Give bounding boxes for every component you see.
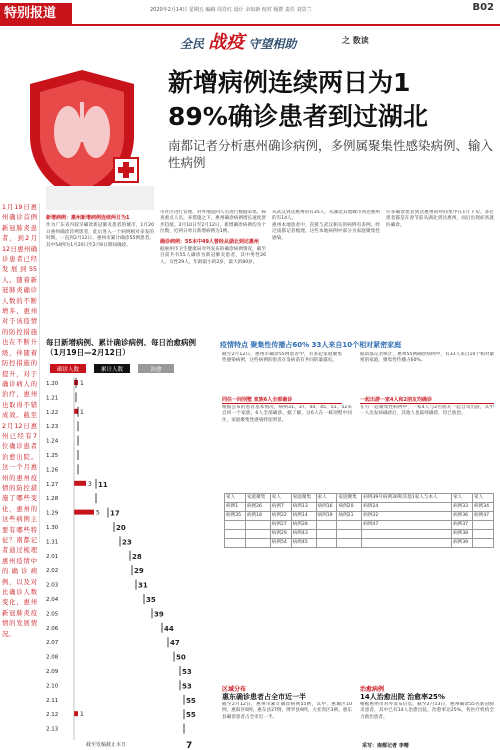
table-cell: 病例24: [362, 503, 452, 512]
table-cell: 病例29: [270, 530, 291, 539]
table-cell: [316, 539, 337, 548]
cluster-subhead-1: 同住一间别墅 家族6人全部确诊: [222, 396, 342, 404]
table-cell: 病例33: [452, 503, 473, 512]
body-text: 惠州本地患者中，直接与武汉相关的病例有多例。经过南都记者梳理，这些本地病例中部分为家庭聚集性感染。: [272, 222, 380, 241]
table-cell: 病例26: [245, 503, 270, 512]
headline-line2: 89%确诊患者到过湖北: [168, 102, 428, 131]
intro-text: 1月19日惠州确诊首例新冠肺炎患者，到2月12日惠州确诊患者已经发展到55人。随着新冠肺炎确诊人数的不断增多，惠州对于该疫情的防控措施也在不断升级，伴随着防控措施的提升，对于确诊病人的治疗，惠州也取得不错成效。截至2月12日惠州已经有7位确诊患者治愈出院。这一个月惠州的惠州疫情的防控措施了哪些变化，惠州的这些病例主要有哪些特征？南都记者通过梳理惠州疫情中的确诊病例，以及对比确诊人数变化，惠州新冠肺炎疫情的发展情况。: [2, 204, 37, 638]
chart-title: 每日新增病例、累计确诊病例、每日治愈病例（1月19日—2月12日）: [46, 338, 196, 357]
table-cell: 病例16: [316, 503, 337, 512]
table-cell: [473, 530, 494, 539]
total-label: 47: [170, 639, 180, 648]
headline: [168, 66, 493, 134]
date-tick: 2.03: [46, 582, 59, 589]
total-label: 55: [186, 711, 196, 720]
table-cell: 病例13: [291, 503, 316, 512]
table-row: [225, 503, 494, 512]
table-cell: [225, 530, 246, 539]
table-header-cell: 家庭聚集: [291, 494, 316, 503]
new-case-label: 1: [80, 380, 84, 387]
date-tick: 2.12: [46, 712, 59, 719]
table-cell: 病例32: [362, 512, 452, 521]
total-label: 31: [138, 581, 148, 590]
total-label: 17: [110, 509, 120, 518]
date-tick: 1.26: [46, 467, 59, 474]
table-cell: 病例54: [270, 539, 291, 548]
date-tick: 1.30: [46, 525, 59, 531]
total-label: 23: [122, 538, 132, 547]
date-tick: 2.06: [46, 625, 59, 632]
table-header-cell: 病例39号病例30和其他1家人与本人: [362, 494, 452, 503]
date-tick: 1.31: [46, 539, 59, 546]
date-tick: 1.25: [46, 453, 59, 459]
legend-label: 确诊人数: [56, 367, 80, 373]
chart-footer: 截至发稿截止本日: [86, 742, 127, 748]
total-label: 28: [132, 552, 142, 561]
table-header-cell: 家人: [452, 494, 473, 503]
body-column-a: [46, 212, 154, 332]
body-text: 许多确诊患者到达惠州的时间集中在1月下旬。多位患者都是在春节前从湖北到达惠州，而后出现症状就医确诊。: [386, 210, 494, 228]
table-row: [225, 521, 494, 530]
date-tick: 1.24: [46, 438, 59, 445]
table-cell: 病例7: [270, 503, 291, 512]
banner-subtitle: 之 数读: [342, 36, 369, 45]
table-cell: 病例45: [291, 539, 316, 548]
table-cell: 病例27: [270, 521, 291, 530]
table-cell: 病例36: [452, 512, 473, 521]
cluster-text-2: 据南都记者统计，惠州55例确诊病例中，有33人来自10个相对紧密的家庭，聚集性传播占60%。: [360, 352, 494, 364]
table-cell: 病例47: [362, 521, 452, 530]
region-headline: 惠东确诊患者占全市近一半: [222, 693, 306, 701]
date-tick: 1.22: [46, 409, 59, 416]
new-case-label: 5: [96, 509, 100, 517]
page-number: B02: [472, 2, 494, 13]
table-cell: 病例18: [245, 512, 270, 521]
table-cell: [337, 530, 362, 539]
cluster-text-4: 在另一起聚集性病例中，一家4人与2名朋友一起自驾出游，其中一人先发病确诊后，其他人也陆续确诊，均已收治。: [360, 405, 494, 417]
table-cell: 病例21: [337, 512, 362, 521]
table-cell: 病例47: [473, 512, 494, 521]
new-case-bar: [74, 481, 86, 486]
section-subhead: 新增病例：惠州新增病例连续两日为1: [46, 215, 130, 221]
table-cell: 病例28: [291, 521, 316, 530]
table-header-cell: 家人: [270, 494, 291, 503]
date-tick: 2.08: [46, 654, 59, 661]
daily-cases-chart: [42, 362, 206, 750]
table-row: [225, 539, 494, 548]
new-case-label: 1: [80, 711, 84, 719]
table-cell: 病例38: [452, 530, 473, 539]
intro-column: [0, 203, 40, 638]
total-label: 35: [146, 596, 156, 604]
cluster-text-3: 根据公布的患者基本情况，病例31、37、44、45、51、52来自同一个家族，6人全部确诊。据了解，这6人在一栋别墅中同住，家庭聚集性感染特征明显。: [222, 405, 352, 423]
body-column-d: [386, 210, 494, 335]
total-label: 20: [116, 524, 126, 532]
table-cell: 病例20: [337, 503, 362, 512]
table-row: [225, 530, 494, 539]
date-tick: 1.28: [46, 496, 59, 503]
table-cell: [362, 539, 452, 548]
table-cell: [225, 521, 246, 530]
table-header-cell: 家人: [316, 494, 337, 503]
total-label: 39: [154, 610, 164, 619]
body-text: 据惠州市卫生健康局对外发布的确诊病例情况，截至目前共有55人确诊为新冠肺炎患者，其中男性26人，女性29人，年龄最小的2岁，最大的80岁。: [160, 247, 266, 265]
total-label: 29: [134, 567, 144, 576]
table-header-row: [225, 494, 494, 503]
date-tick: 2.05: [46, 611, 59, 618]
family-cluster-table: [224, 493, 494, 548]
body-column-c: [272, 210, 380, 335]
subheadline: 南都记者分析惠州确诊病例，多例属聚集性感染病例、输入性病例: [168, 138, 494, 170]
photo-placeholder: [46, 186, 154, 210]
table-cell: [245, 539, 270, 548]
banner-mid: 战疫: [208, 32, 245, 53]
date-tick: 2.10: [46, 683, 59, 690]
table-row: [225, 512, 494, 521]
date-tick: 2.04: [46, 597, 59, 603]
cluster-text-1: 截至2月12日，惠州市确诊55例患者中，有多起家庭聚集性感染病例，这些病例的患者在发病前有共同的暴露史。: [222, 352, 342, 364]
date-tick: 1.27: [46, 481, 59, 488]
table-cell: [245, 530, 270, 539]
table-cell: 病例19: [316, 512, 337, 521]
cluster-headline: 疫情特点 聚集性传播占60% 33人来自10个相对紧密家庭: [220, 341, 402, 349]
banner-left: 全民: [180, 37, 205, 51]
date-tick: 2.01: [46, 553, 59, 560]
hero-illustration: [0, 58, 150, 203]
date-tick: 2.13: [46, 726, 59, 733]
new-case-bar: [74, 510, 94, 515]
recovery-headline: 14人治愈出院 治愈率25%: [360, 693, 445, 701]
total-label: 44: [164, 624, 174, 633]
date-tick: 2.09: [46, 669, 59, 675]
table-header-cell: 家人: [473, 494, 494, 503]
table-cell: [245, 521, 270, 530]
table-cell: [362, 530, 452, 539]
table-cell: [337, 521, 362, 530]
table-cell: 病例34: [473, 503, 494, 512]
page-header: [0, 0, 500, 58]
total-label: 50: [176, 653, 186, 662]
new-case-bar: [74, 409, 78, 414]
table-cell: 病例37: [452, 521, 473, 530]
section-subhead: 确诊病例：55本中49人曾经从湖北到达惠州: [160, 238, 259, 245]
banner-right: 守望相助: [248, 37, 297, 51]
body-text: 市社区进行管理，对外地返回人员进行数据采集、筛查重点人员。多措施之下，惠州确诊病例增长速度逐步趋缓。2月10日至2月12日，新增确诊病例均为个位数，近两日单日新增病例为1例。: [160, 210, 266, 235]
new-case-label: 3: [88, 480, 92, 488]
table-cell: [225, 539, 246, 548]
date-tick: 1.29: [46, 510, 59, 517]
date-tick: 2.11: [46, 697, 59, 704]
table-cell: 病例22: [270, 512, 291, 521]
date-tick: 2.07: [46, 640, 59, 647]
table-header-cell: 家庭聚集: [337, 494, 362, 503]
table-cell: 病例1: [225, 503, 246, 512]
legend-label: 治愈: [150, 367, 162, 373]
table-cell: [316, 521, 337, 530]
body-column-b: [160, 210, 266, 335]
total-label: 55: [186, 696, 196, 705]
table-cell: [473, 539, 494, 548]
table-cell: 病例14: [291, 512, 316, 521]
shield-icon: [22, 66, 142, 206]
body-text: 作为广东省内较早确诊新冠肺炎患者的城市，1月20日惠州确诊首例患者，此后进入一个病例相对多发的时期。一直到2月12日，惠州市累计确诊55例患者，其中54例为1月20日至2月6日期间确诊。: [46, 223, 154, 248]
table-cell: 病例35: [225, 512, 246, 521]
headline-line1: 新增病例连续两日为1: [168, 68, 411, 97]
recovery-text: 根据惠州市对外发布信息，截至2月13日，惠州确诊55名新冠肺炎患者，其中已有14人治愈出院，治愈率达25%。各医疗机构全力救治患者。: [360, 702, 494, 720]
date-tick: 1.23: [46, 424, 59, 431]
table-cell: [316, 530, 337, 539]
date-tick: 1.21: [46, 395, 59, 402]
cluster-subhead-2: 一起出游一家4人和2朋友均确诊: [360, 396, 494, 404]
byline: 采写：南都记者 李晴: [362, 743, 409, 749]
table-cell: 病例43: [291, 530, 316, 539]
issue-info: 2020年2月14日 星期五 编辑 周肖红 设计 余如新 校对 杨群 责任 刘景兰: [150, 7, 312, 13]
table-header-cell: 家庭聚集: [245, 494, 270, 503]
region-text: 截至2月12日，惠州市累计确诊病例55例，其中，惠城区10例，惠阳区6例，惠东县27例，博罗县9例，大亚湾区3例。惠东县确诊患者占全市近一半。: [222, 702, 352, 720]
section-tab: 特别报道: [0, 3, 72, 25]
total-label: 53: [182, 682, 192, 691]
header-rule: [0, 24, 500, 26]
table-cell: 病例39: [452, 539, 473, 548]
total-label: 11: [98, 480, 108, 489]
table-cell: [337, 539, 362, 548]
body-text: 从武汉到达惠州的有35人，从湖北其他城市到达惠州的有14人。: [272, 210, 380, 222]
total-label: 53: [182, 668, 192, 676]
table-cell: [473, 521, 494, 530]
date-tick: 1.20: [46, 381, 59, 387]
region-label: 区域分布: [222, 686, 247, 693]
table-header-cell: 家人: [225, 494, 246, 503]
date-tick: 2.02: [46, 568, 59, 575]
chart-svg: [42, 362, 206, 750]
new-case-label: 1: [80, 408, 84, 416]
new-case-bar: [74, 711, 78, 716]
chart-footer-value: 7: [186, 741, 193, 750]
recovery-label: 治愈病例: [360, 686, 385, 693]
legend-label: 累计人数: [100, 367, 124, 373]
